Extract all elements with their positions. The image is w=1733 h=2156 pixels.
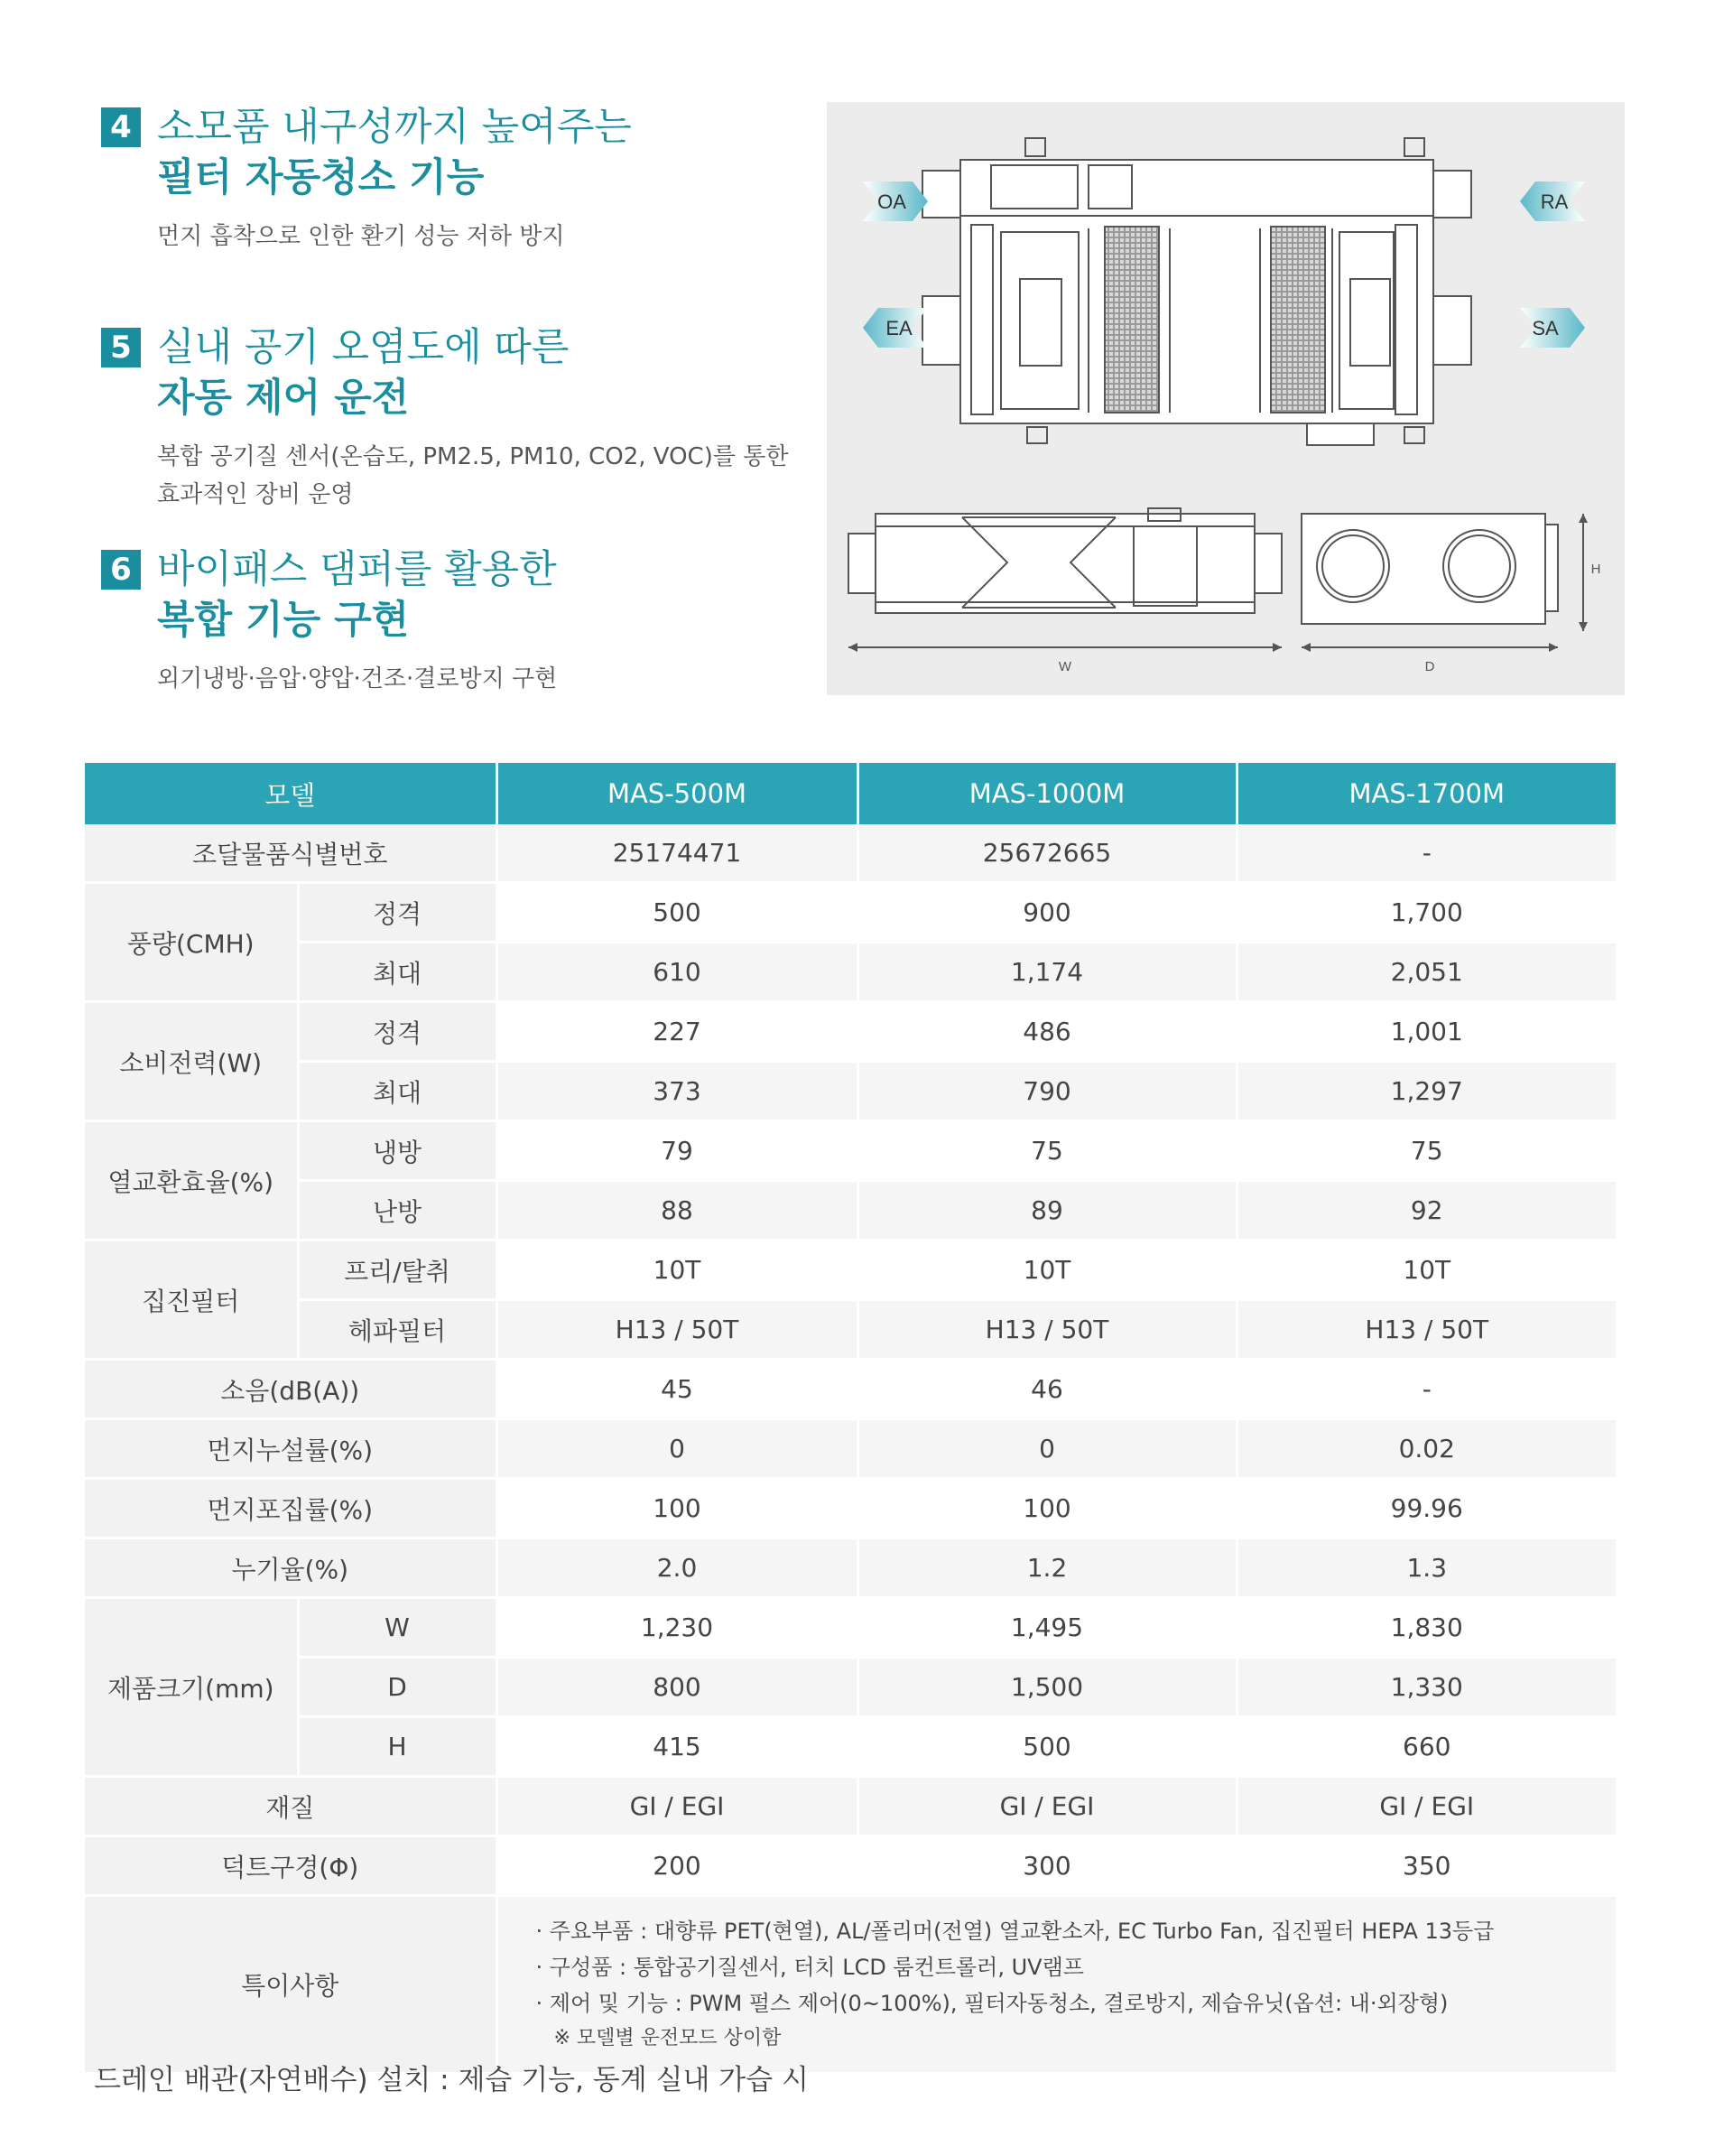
cell-value: 79 xyxy=(496,1121,857,1181)
table-row xyxy=(85,1360,1616,1419)
cell-value: 900 xyxy=(857,883,1237,943)
side-view xyxy=(1302,514,1558,624)
table-row xyxy=(85,883,1616,943)
header-mas-500m: MAS-500M xyxy=(496,763,857,824)
cell-value: - xyxy=(1237,1360,1616,1419)
row-label: 집진필터 xyxy=(85,1241,298,1360)
cell-value: 1,174 xyxy=(857,943,1237,1002)
row-sublabel: 냉방 xyxy=(298,1121,496,1181)
cell-value: 300 xyxy=(857,1836,1237,1896)
note-sub-line: ※ 모델별 운전모드 상이함 xyxy=(553,2027,782,2049)
spec-table xyxy=(85,763,1616,2075)
feature-title xyxy=(157,322,569,423)
row-label: 소비전력(W) xyxy=(85,1002,298,1121)
cell-value: 1,500 xyxy=(857,1658,1237,1717)
cell-value: 1,830 xyxy=(1237,1598,1616,1658)
table-row xyxy=(85,1121,1616,1181)
row-sublabel: 난방 xyxy=(298,1181,496,1241)
row-sublabel: 프리/탈취 xyxy=(298,1241,496,1300)
cell-value: H13 / 50T xyxy=(1237,1300,1616,1360)
row-label: 조달물품식별번호 xyxy=(85,824,496,883)
feature-title-line2: 자동 제어 운전 xyxy=(157,376,410,421)
feature-6 xyxy=(101,544,805,698)
table-row xyxy=(85,1836,1616,1896)
table-row xyxy=(85,1300,1616,1360)
cell-value: 100 xyxy=(857,1479,1237,1538)
row-sublabel: 최대 xyxy=(298,1062,496,1121)
cell-value: 10T xyxy=(1237,1241,1616,1300)
feature-title xyxy=(157,102,632,203)
cell-value: 10T xyxy=(857,1241,1237,1300)
feature-number-badge: 6 xyxy=(101,550,141,590)
cell-value: - xyxy=(1237,824,1616,883)
top-view xyxy=(922,138,1471,445)
table-row xyxy=(85,1717,1616,1777)
cell-value: 0 xyxy=(496,1419,857,1479)
row-label: 덕트구경(Φ) xyxy=(85,1836,496,1896)
feature-title-line1: 소모품 내구성까지 높여주는 xyxy=(157,105,632,150)
product-diagram-panel xyxy=(827,102,1625,695)
front-view xyxy=(848,508,1282,613)
table-row-notes xyxy=(85,1896,1616,2074)
height-dimension-label: H xyxy=(1590,562,1601,577)
row-label: 제품크기(mm) xyxy=(85,1598,298,1777)
cell-value: 92 xyxy=(1237,1181,1616,1241)
table-row xyxy=(85,1419,1616,1479)
table-row xyxy=(85,1598,1616,1658)
header-mas-1700m: MAS-1700M xyxy=(1237,763,1616,824)
table-row xyxy=(85,824,1616,883)
cell-value: 486 xyxy=(857,1002,1237,1062)
feature-description xyxy=(157,218,805,256)
ea-label: EA xyxy=(885,317,913,339)
row-sublabel: 정격 xyxy=(298,1002,496,1062)
row-label: 누기율(%) xyxy=(85,1538,496,1598)
feature-5 xyxy=(101,322,805,514)
cell-value: 800 xyxy=(496,1658,857,1717)
cell-value: 45 xyxy=(496,1360,857,1419)
table-row xyxy=(85,1479,1616,1538)
feature-number-badge: 5 xyxy=(101,328,141,367)
feature-description xyxy=(157,438,805,514)
feature-title-line2: 필터 자동청소 기능 xyxy=(157,155,485,200)
ra-label: RA xyxy=(1540,191,1569,213)
cell-value: 373 xyxy=(496,1062,857,1121)
cell-value: 1,297 xyxy=(1237,1062,1616,1121)
cell-value: H13 / 50T xyxy=(496,1300,857,1360)
cell-value: 790 xyxy=(857,1062,1237,1121)
row-sublabel: 최대 xyxy=(298,943,496,1002)
feature-description xyxy=(157,660,805,698)
cell-value: 610 xyxy=(496,943,857,1002)
table-row xyxy=(85,1241,1616,1300)
row-label: 풍량(CMH) xyxy=(85,883,298,1002)
feature-desc-line: 먼지 흡착으로 인한 환기 성능 저하 방지 xyxy=(157,223,565,250)
cell-value: 350 xyxy=(1237,1836,1616,1896)
cell-value: 660 xyxy=(1237,1717,1616,1777)
cell-value: 88 xyxy=(496,1181,857,1241)
cell-value: 75 xyxy=(1237,1121,1616,1181)
feature-desc-line: 효과적인 장비 운영 xyxy=(157,481,354,508)
feature-title-line2: 복합 기능 구현 xyxy=(157,598,410,643)
header-model: 모델 xyxy=(85,763,496,824)
table-row xyxy=(85,1777,1616,1836)
table-row xyxy=(85,943,1616,1002)
cell-value: 1,700 xyxy=(1237,883,1616,943)
cell-value: 1,230 xyxy=(496,1598,857,1658)
notes-cell xyxy=(496,1896,1616,2074)
row-sublabel: H xyxy=(298,1717,496,1777)
footer-note: 드레인 배관(자연배수) 설치 : 제습 기능, 동계 실내 가습 시 xyxy=(94,2064,809,2096)
cell-value: 1,495 xyxy=(857,1598,1237,1658)
feature-title xyxy=(157,544,557,646)
row-label: 먼지포집률(%) xyxy=(85,1479,496,1538)
cell-value: 0 xyxy=(857,1419,1237,1479)
row-label: 특이사항 xyxy=(85,1896,496,2074)
cell-value: 415 xyxy=(496,1717,857,1777)
cell-value: 100 xyxy=(496,1479,857,1538)
sa-label: SA xyxy=(1532,317,1559,339)
cell-value: 500 xyxy=(857,1717,1237,1777)
feature-desc-line: 외기냉방·음압·양압·건조·결로방지 구현 xyxy=(157,665,558,692)
cell-value: 2.0 xyxy=(496,1538,857,1598)
feature-title-line1: 실내 공기 오염도에 따른 xyxy=(157,325,570,370)
cell-value: 99.96 xyxy=(1237,1479,1616,1538)
cell-value: 1,001 xyxy=(1237,1002,1616,1062)
row-label: 열교환효율(%) xyxy=(85,1121,298,1241)
feature-title-line1: 바이패스 댐퍼를 활용한 xyxy=(157,547,557,592)
note-line: · 제어 및 기능 : PWM 펄스 제어(0~100%), 필터자동청소, 결로방지, 제습유닛(옵션: 내·외장형) xyxy=(535,1991,1449,2016)
cell-value: 200 xyxy=(496,1836,857,1896)
width-dimension-label: W xyxy=(1058,659,1072,674)
cell-value: 1.3 xyxy=(1237,1538,1616,1598)
cell-value: 75 xyxy=(857,1121,1237,1181)
cell-value: 10T xyxy=(496,1241,857,1300)
cell-value: 1.2 xyxy=(857,1538,1237,1598)
row-sublabel: D xyxy=(298,1658,496,1717)
oa-label: OA xyxy=(877,191,906,213)
cell-value: 25672665 xyxy=(857,824,1237,883)
cell-value: GI / EGI xyxy=(857,1777,1237,1836)
table-row xyxy=(85,1538,1616,1598)
cell-value: GI / EGI xyxy=(496,1777,857,1836)
table-row xyxy=(85,1181,1616,1241)
row-label: 재질 xyxy=(85,1777,496,1836)
cell-value: 1,330 xyxy=(1237,1658,1616,1717)
table-row xyxy=(85,1002,1616,1062)
table-header-row xyxy=(85,763,1616,824)
cell-value: 25174471 xyxy=(496,824,857,883)
header-mas-1000m: MAS-1000M xyxy=(857,763,1237,824)
cell-value: 227 xyxy=(496,1002,857,1062)
feature-number-badge: 4 xyxy=(101,107,141,147)
cell-value: 89 xyxy=(857,1181,1237,1241)
feature-desc-line: 복합 공기질 센서(온습도, PM2.5, PM10, CO2, VOC)를 통한 xyxy=(157,443,789,470)
cell-value: 2,051 xyxy=(1237,943,1616,1002)
table-row xyxy=(85,1658,1616,1717)
feature-4 xyxy=(101,102,805,256)
row-sublabel: 헤파필터 xyxy=(298,1300,496,1360)
note-line: · 구성품 : 통합공기질센서, 터치 LCD 룸컨트롤러, UV램프 xyxy=(535,1955,1084,1980)
table-row xyxy=(85,1062,1616,1121)
note-line: · 주요부품 : 대향류 PET(현열), AL/폴리머(전열) 열교환소자, EC Turbo Fan, 집진필터 HEPA 13등급 xyxy=(535,1919,1495,1944)
row-label: 소음(dB(A)) xyxy=(85,1360,496,1419)
row-sublabel: 정격 xyxy=(298,883,496,943)
cell-value: GI / EGI xyxy=(1237,1777,1616,1836)
row-label: 먼지누설률(%) xyxy=(85,1419,496,1479)
row-sublabel: W xyxy=(298,1598,496,1658)
cell-value: 46 xyxy=(857,1360,1237,1419)
cell-value: 500 xyxy=(496,883,857,943)
product-drawing xyxy=(827,102,1625,695)
depth-dimension-label: D xyxy=(1424,659,1435,674)
cell-value: H13 / 50T xyxy=(857,1300,1237,1360)
cell-value: 0.02 xyxy=(1237,1419,1616,1479)
